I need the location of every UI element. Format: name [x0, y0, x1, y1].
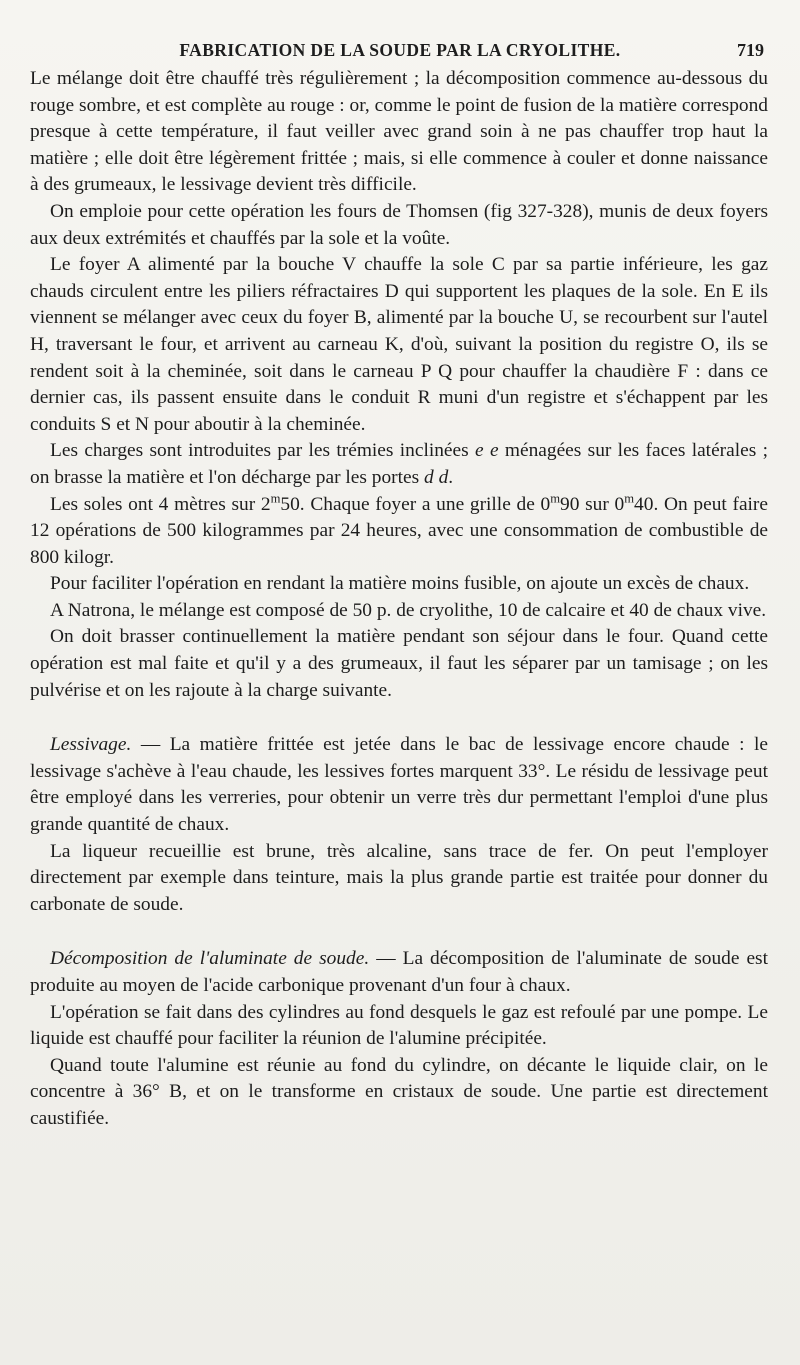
paragraph-excess-lime: Pour faciliter l'opération en rendant la matière moins fusible, on ajoute un excès de chaux.	[50, 573, 750, 595]
unit-superscript: m	[270, 490, 281, 505]
page-number: 719	[737, 40, 764, 60]
unit-superscript: m	[624, 490, 635, 505]
text-segment: .	[448, 466, 454, 488]
paragraph-mixture-heating: Le mélange doit être chauffé très régulièrement ; la décomposition commence au-dessous du rouge sombre, et est complète au rouge : or, comme le point de fusion de la matière correspond presque à cette température, il faut veiller avec grand soin à ne pas chauffer trop haut la matière ; elle doit être légèrement frittée ; mais, si elle commence à couler et donne naissance à des grumeaux, le lessivage devient très difficile.	[30, 68, 768, 196]
unit-superscript: m	[550, 490, 561, 505]
paragraph-thomsen-ovens: On emploie pour cette opération les fours de Thomsen (fig 327-328), munis de deux foyers aux deux extrémités et chauffés par la sole et la voûte.	[30, 200, 768, 249]
text-segment: ménagées sur les faces latérales ; on brasse la matière et l'on décharge par les portes	[30, 440, 768, 488]
paragraph-cylinders: L'opération se fait dans des cylindres au fond desquels le gaz est refoulé par une pompe. Le liquide est chauffé pour faciliter la réunion de l'alumine précipitée.	[30, 1001, 768, 1050]
text-segment: Les soles ont 4 mètres sur 2	[50, 493, 271, 515]
paragraph-lessivage	[30, 732, 768, 838]
text-segment: — La matière frittée est jetée dans le bac de lessivage encore chaude : le lessivage s'achève à l'eau chaude, les lessives fortes marquent 33°. Le résidu de lessivage peut être employé dans les verreries, pour obtenir un verre très dur permettant l'emploi d'une plus grande quantité de chaux.	[30, 734, 768, 836]
paragraph-stirring: On doit brasser continuellement la matière pendant son séjour dans le four. Quand cette opération est mal faite et qu'il y a des grumeaux, il faut les séparer par un tamisage ; on les pulvérise et on les rajoute à la charge suivante.	[30, 626, 768, 701]
paragraph-charges	[30, 438, 768, 491]
text-segment: 90 sur 0	[560, 493, 625, 515]
paragraph-liquor: La liqueur recueillie est brune, très alcaline, sans trace de fer. On peut l'employer directement par exemple dans teinture, mais la plus grande partie est traitée pour donner du carbonate de soude.	[30, 840, 768, 915]
paragraph-furnace-description: Le foyer A alimenté par la bouche V chauffe la sole C par sa partie inférieure, les gaz chauds circulent entre les piliers réfractaires D qui supportent les plaques de la sole. En E ils viennent se mélanger avec ceux du foyer B, alimenté par la bouche U, se recourbent sur l'autel H, traversant le four, et arrivent au carneau K, d'où, suivant la position du registre O, ils se rendent soit à la cheminée, soit dans le carneau P Q pour chauffer la chaudière F : dans ce dernier cas, ils passent ensuite dans le conduit R muni d'un registre et s'échappent par les conduits S et N pour aboutir à la cheminée.	[30, 254, 768, 435]
paragraph-natrona: A Natrona, le mélange est composé de 50 p. de cryolithe, 10 de calcaire et 40 de chaux vive.	[50, 599, 767, 621]
paragraph-soles	[30, 492, 768, 572]
text-segment: 40. On peut faire 12 opérations de 500 kilogrammes par 24 heures, avec une consommation de combustible de 800 kilogr.	[30, 493, 768, 568]
text-segment: — La décomposition de l'aluminate de soude est produite au moyen de l'acide carbonique provenant d'un four à chaux.	[30, 948, 768, 996]
running-title: FABRICATION DE LA SOUDE PAR LA CRYOLITHE.	[179, 40, 621, 60]
section-title-lessivage: Lessivage.	[50, 734, 132, 756]
paragraph-decomposition	[30, 946, 768, 999]
body-text	[30, 66, 768, 1133]
section-title-decomposition: Décomposition de l'aluminate de soude.	[50, 948, 370, 970]
text-segment: 50. Chaque foyer a une grille de 0	[280, 493, 551, 515]
text-segment: Les charges sont introduites par les trémies inclinées	[50, 440, 476, 462]
page-header	[0, 34, 800, 64]
label-e-e: e e	[475, 440, 499, 462]
label-d-d: d d	[424, 466, 449, 488]
paragraph-decanting: Quand toute l'alumine est réunie au fond du cylindre, on décante le liquide clair, on le concentre à 36° B, et on le transforme en cristaux de soude. Une partie est directement caustifiée.	[30, 1054, 768, 1129]
